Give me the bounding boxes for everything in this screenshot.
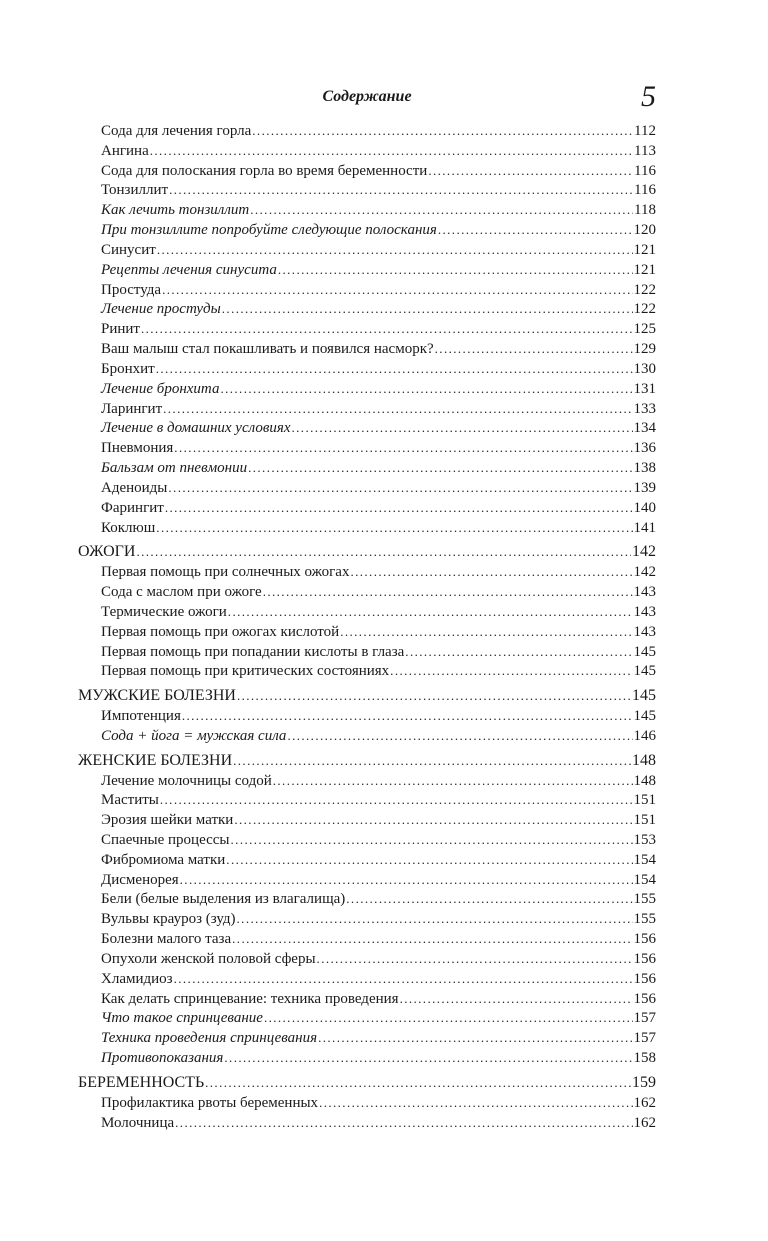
- toc-entry-page: 159: [632, 1073, 656, 1091]
- dot-leader: [182, 706, 633, 726]
- toc-entry[interactable]: [78, 299, 656, 319]
- toc-entry-title: БЕРЕМЕННОСТЬ: [78, 1073, 205, 1091]
- toc-entry[interactable]: [78, 260, 656, 280]
- toc-entry-title: Лечение молочницы содой: [101, 772, 272, 789]
- page-header: [78, 80, 656, 118]
- dot-leader: [233, 751, 631, 771]
- toc-entry[interactable]: [78, 726, 656, 746]
- toc-entry-page: 156: [633, 950, 656, 967]
- toc-entry-page: 158: [633, 1050, 656, 1067]
- toc-entry-title: Бальзам от пневмонии: [101, 460, 248, 477]
- toc-entry-title: Противопоказания: [101, 1050, 224, 1067]
- toc-entry-title: Как делать спринцевание: техника проведения: [101, 990, 399, 1007]
- toc-entry[interactable]: [78, 200, 656, 220]
- toc-entry[interactable]: [78, 790, 656, 810]
- dot-leader: [287, 726, 632, 746]
- toc-entry-page: 120: [633, 222, 656, 239]
- dot-leader: [222, 299, 633, 319]
- toc-entry-page: 143: [633, 584, 656, 601]
- toc-entry-title: Молочница: [101, 1114, 175, 1131]
- toc-entry-page: 121: [633, 241, 656, 258]
- toc-entry-page: 131: [633, 380, 656, 397]
- dot-leader: [317, 949, 633, 969]
- toc-entry[interactable]: [78, 1093, 656, 1113]
- toc-entry-title: Коклюш: [101, 519, 156, 536]
- toc-entry-page: 146: [633, 727, 656, 744]
- toc-entry[interactable]: [78, 319, 656, 339]
- toc-entry-title: Лечение бронхита: [101, 380, 220, 397]
- dot-leader: [428, 161, 633, 181]
- dot-leader: [168, 478, 632, 498]
- toc-entry-page: 116: [634, 182, 656, 199]
- toc-entry-page: 148: [633, 772, 656, 789]
- dot-leader: [340, 622, 632, 642]
- toc-entry[interactable]: [78, 929, 656, 949]
- toc-entry-page: 154: [633, 871, 656, 888]
- toc-entry-page: 162: [633, 1114, 656, 1131]
- toc-entry[interactable]: [78, 418, 656, 438]
- toc-entry[interactable]: [78, 642, 656, 662]
- dot-leader: [174, 969, 633, 989]
- toc-entry[interactable]: [78, 582, 656, 602]
- toc-entry-title: Пневмония: [101, 440, 174, 457]
- dot-leader: [278, 260, 633, 280]
- toc-entry-title: Ангина: [101, 142, 149, 159]
- dot-leader: [263, 582, 633, 602]
- toc-entry-page: 133: [633, 400, 656, 417]
- toc-entry-title: Ринит: [101, 321, 140, 338]
- toc-entry[interactable]: [78, 830, 656, 850]
- dot-leader: [319, 1093, 632, 1113]
- toc-entry-title: ОЖОГИ: [78, 543, 136, 561]
- toc-entry[interactable]: [78, 518, 656, 538]
- dot-leader: [205, 1073, 631, 1093]
- toc-entry-title: При тонзиллите попробуйте следующие полоскания: [101, 222, 437, 239]
- toc-entry-title: Фарингит: [101, 499, 164, 516]
- toc-entry-page: 134: [633, 420, 656, 437]
- toc-entry-page: 153: [633, 831, 656, 848]
- toc-entry-title: Ларингит: [101, 400, 163, 417]
- dot-leader: [169, 180, 633, 200]
- dot-leader: [390, 661, 632, 681]
- toc-entry-page: 156: [633, 970, 656, 987]
- dot-leader: [156, 518, 632, 538]
- toc-entry-page: 145: [633, 643, 656, 660]
- toc-entry-title: Техника проведения спринцевания: [101, 1030, 318, 1047]
- toc-entry-title: Лечение в домашних условиях: [101, 420, 291, 437]
- toc-entry-page: 145: [632, 687, 656, 705]
- toc-entry-title: Первая помощь при попадании кислоты в глаза: [101, 643, 405, 660]
- toc-entry[interactable]: [78, 771, 656, 791]
- dot-leader: [157, 240, 633, 260]
- dot-leader: [234, 810, 632, 830]
- toc-entry-page: 155: [633, 911, 656, 928]
- toc-entry-page: 141: [633, 519, 656, 536]
- toc-entry-page: 143: [633, 603, 656, 620]
- toc-entry-page: 122: [633, 301, 656, 318]
- dot-leader: [435, 339, 633, 359]
- toc-entry-title: Лечение простуды: [101, 301, 221, 318]
- toc-entry-page: 112: [634, 123, 656, 139]
- toc-entry-page: 138: [633, 460, 656, 477]
- toc-entry-page: 129: [633, 341, 656, 358]
- dot-leader: [160, 790, 633, 810]
- dot-leader: [252, 121, 633, 141]
- toc-entry-title: Профилактика рвоты беременных: [101, 1094, 319, 1111]
- dot-leader: [156, 359, 633, 379]
- dot-leader: [141, 319, 633, 339]
- toc-entry-page: 156: [633, 990, 656, 1007]
- toc-entry[interactable]: [78, 180, 656, 200]
- toc-entry-title: Первая помощь при ожогах кислотой: [101, 623, 340, 640]
- toc-entry-page: 130: [633, 360, 656, 377]
- toc-entry[interactable]: [78, 850, 656, 870]
- dot-leader: [405, 642, 632, 662]
- toc-entry-page: 156: [633, 931, 656, 948]
- dot-leader: [400, 989, 633, 1009]
- toc-entry-page: 139: [633, 479, 656, 496]
- dot-leader: [232, 929, 632, 949]
- dot-leader: [231, 830, 633, 850]
- dot-leader: [136, 542, 631, 562]
- toc-entry[interactable]: [78, 889, 656, 909]
- toc-entry-title: Импотенция: [101, 708, 181, 725]
- toc-entry-page: 136: [633, 440, 656, 457]
- toc-entry[interactable]: [78, 161, 656, 181]
- toc-entry-title: Первая помощь при солнечных ожогах: [101, 564, 350, 581]
- toc-entry-page: 113: [634, 142, 656, 159]
- toc-entry-title: Что такое спринцевание: [101, 1010, 263, 1027]
- dot-leader: [163, 399, 632, 419]
- dot-leader: [264, 1008, 633, 1028]
- toc-entry-page: 154: [633, 851, 656, 868]
- toc-entry[interactable]: [78, 280, 656, 300]
- toc-entry[interactable]: [78, 438, 656, 458]
- toc-entry-title: Сода + йога = мужская сила: [101, 727, 287, 744]
- toc-entry[interactable]: [78, 810, 656, 830]
- toc-entry[interactable]: [78, 602, 656, 622]
- toc-entry-page: 121: [633, 261, 656, 278]
- toc-entry[interactable]: [78, 949, 656, 969]
- toc-entry-page: 162: [633, 1094, 656, 1111]
- toc-entry-title: Сода для полоскания горла во время беременности: [101, 162, 428, 179]
- dot-leader: [180, 870, 633, 890]
- dot-leader: [224, 1048, 632, 1068]
- toc-entry-page: 142: [632, 543, 656, 561]
- toc-entry[interactable]: [78, 661, 656, 681]
- toc-entry-title: Дисменорея: [101, 871, 179, 888]
- dot-leader: [237, 686, 631, 706]
- toc-entry-page: 151: [633, 812, 656, 829]
- toc-entry-page: 148: [632, 751, 656, 769]
- dot-leader: [175, 1113, 632, 1133]
- toc-entry-page: 140: [633, 499, 656, 516]
- toc-entry-page: 118: [634, 202, 656, 219]
- toc-entry[interactable]: [78, 1113, 656, 1133]
- toc-entry-title: Опухоли женской половой сферы: [101, 950, 316, 967]
- toc-entry-page: 125: [633, 321, 656, 338]
- dot-leader: [273, 771, 633, 791]
- toc-entry-title: Фибромиома матки: [101, 851, 226, 868]
- toc-section-heading[interactable]: [78, 751, 656, 771]
- toc-entry[interactable]: [78, 706, 656, 726]
- dot-leader: [318, 1028, 632, 1048]
- toc-entry-page: 143: [633, 623, 656, 640]
- table-of-contents: [78, 121, 656, 1132]
- toc-entry-title: Первая помощь при критических состояниях: [101, 663, 390, 680]
- toc-entry[interactable]: [78, 870, 656, 890]
- dot-leader: [220, 379, 632, 399]
- toc-entry-title: Вульвы крауроз (зуд): [101, 911, 236, 928]
- toc-entry[interactable]: [78, 498, 656, 518]
- toc-entry[interactable]: [78, 562, 656, 582]
- toc-entry[interactable]: [78, 141, 656, 161]
- dot-leader: [438, 220, 633, 240]
- dot-leader: [174, 438, 632, 458]
- page-title: Содержание: [322, 88, 412, 105]
- toc-entry-title: Бели (белые выделения из влагалища): [101, 891, 346, 908]
- toc-entry-title: Сода с маслом при ожоге: [101, 584, 262, 601]
- toc-entry-title: Синусит: [101, 241, 156, 258]
- toc-entry[interactable]: [78, 220, 656, 240]
- toc-entry[interactable]: [78, 478, 656, 498]
- toc-entry-title: Рецепты лечения синусита: [101, 261, 277, 278]
- dot-leader: [165, 498, 633, 518]
- toc-entry-page: 155: [633, 891, 656, 908]
- toc-entry[interactable]: [78, 969, 656, 989]
- toc-entry-title: Болезни малого таза: [101, 931, 232, 948]
- toc-entry-title: Бронхит: [101, 360, 155, 377]
- toc-entry[interactable]: [78, 1008, 656, 1028]
- toc-entry[interactable]: [78, 359, 656, 379]
- toc-entry[interactable]: [78, 989, 656, 1009]
- dot-leader: [162, 280, 632, 300]
- toc-entry-page: 116: [634, 162, 656, 179]
- toc-entry-title: Маститы: [101, 792, 159, 809]
- toc-entry-page: 157: [633, 1010, 656, 1027]
- toc-entry-title: Как лечить тонзиллит: [101, 202, 250, 219]
- toc-entry[interactable]: [78, 909, 656, 929]
- toc-entry-title: Хламидиоз: [101, 970, 173, 987]
- toc-entry[interactable]: [78, 1028, 656, 1048]
- toc-entry-title: ЖЕНСКИЕ БОЛЕЗНИ: [78, 751, 233, 769]
- toc-entry-title: Сода для лечения горла: [101, 123, 252, 139]
- toc-entry[interactable]: [78, 622, 656, 642]
- toc-section-heading[interactable]: [78, 542, 656, 562]
- toc-entry-title: Аденоиды: [101, 479, 168, 496]
- toc-section-heading[interactable]: [78, 1073, 656, 1093]
- toc-entry-page: 145: [633, 663, 656, 680]
- toc-entry-title: Спаечные процессы: [101, 831, 230, 848]
- toc-entry-page: 142: [633, 564, 656, 581]
- dot-leader: [346, 889, 632, 909]
- dot-leader: [250, 200, 633, 220]
- toc-entry-title: Простуда: [101, 281, 162, 298]
- toc-entry[interactable]: [78, 1048, 656, 1068]
- dot-leader: [248, 458, 632, 478]
- dot-leader: [226, 850, 632, 870]
- toc-entry[interactable]: [78, 240, 656, 260]
- dot-leader: [237, 909, 633, 929]
- toc-entry-page: 157: [633, 1030, 656, 1047]
- toc-entry[interactable]: [78, 399, 656, 419]
- toc-entry[interactable]: [78, 121, 656, 141]
- dot-leader: [150, 141, 633, 161]
- toc-entry-page: 122: [633, 281, 656, 298]
- toc-entry[interactable]: [78, 458, 656, 478]
- dot-leader: [292, 418, 633, 438]
- toc-entry[interactable]: [78, 339, 656, 359]
- toc-entry-title: Эрозия шейки матки: [101, 812, 234, 829]
- toc-entry-page: 151: [633, 792, 656, 809]
- toc-section-heading[interactable]: [78, 686, 656, 706]
- toc-entry-title: МУЖСКИЕ БОЛЕЗНИ: [78, 687, 236, 705]
- toc-entry-title: Термические ожоги: [101, 603, 227, 620]
- toc-entry[interactable]: [78, 379, 656, 399]
- dot-leader: [350, 562, 632, 582]
- dot-leader: [228, 602, 633, 622]
- page-number: 5: [641, 80, 656, 113]
- toc-entry-title: Ваш малыш стал покашливать и появился насморк?: [101, 341, 434, 358]
- toc-entry-title: Тонзиллит: [101, 182, 169, 199]
- toc-entry-page: 145: [633, 708, 656, 725]
